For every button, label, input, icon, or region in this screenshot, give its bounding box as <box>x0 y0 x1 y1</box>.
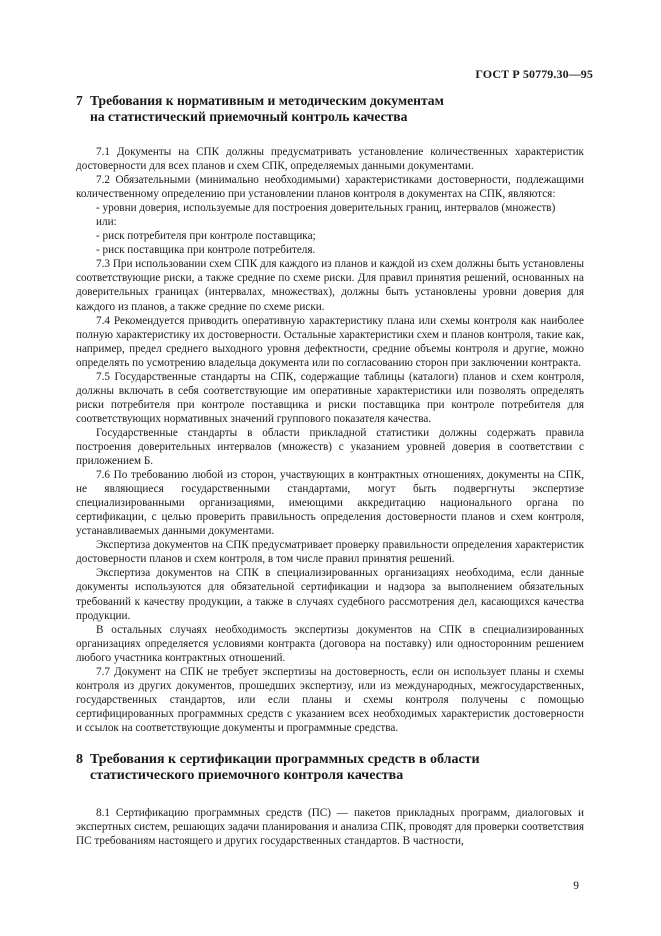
section-8-heading <box>76 752 584 784</box>
paragraph-7-7: 7.7 Документ на СПК не требует экспертизы на достоверность, если он использует планы и схемы контроля из других документов, прошедших экспертизу, или из международных, межгосударственных, государственных стандартов, или если планы и схемы контроля получены с помощью сертифицированных программных средств с указанием всех необходимых характеристик достоверности и ссылок на соответствующие документы и программные средства. <box>76 665 584 734</box>
page-number: 9 <box>573 880 579 892</box>
section-7-title-line2: на статистический приемочный контроль качества <box>90 109 408 124</box>
section-8-number: 8 <box>76 751 83 767</box>
section-8-title-line1: Требования к сертификации программных средств в области <box>90 751 480 767</box>
paragraph-8-1: 8.1 Сертификацию программных средств (ПС) — пакетов прикладных программ, диалоговых и экспертных систем, решающих задачи планирования и анализа СПК, проводят для проверки соответствия ПС требованиям настоящего и других государственных стандартов. В частности, <box>76 806 584 848</box>
paragraph-7-5-b: Государственные стандарты в области прикладной статистики должны содержать правила построения доверительных интервалов (множеств) с указанием уровней доверия в соответствии с приложением Б. <box>76 426 584 468</box>
paragraph-7-6-d: В остальных случаях необходимость экспертизы документов на СПК в специализированных организациях определяется условиями контракта (договора на поставку) или односторонним решением любого участника контрактных отношений. <box>76 623 584 664</box>
document-code: ГОСТ Р 50779.30—95 <box>475 67 593 81</box>
page-content <box>76 93 584 848</box>
section-7-title-line1: Требования к нормативным и методическим документам <box>90 93 444 108</box>
paragraph-7-1: 7.1 Документы на СПК должны предусматривать установление количественных характеристик достоверности для всех планов и схем СПК, определяемых данными документами. <box>76 146 584 173</box>
paragraph-7-6-c: Экспертиза документов на СПК в специализированных организациях необходима, если данные документы используются для обязательной сертификации и надзора за выполнением обязательных требований к качеству продукции, а также в случаях судебного рассмотрения дел, касающихся качества продукции. <box>76 567 584 622</box>
section-7-number: 7 <box>76 93 83 108</box>
paragraph-7-6: 7.6 По требованию любой из сторон, участвующих в контрактных отношениях, документы на СПК, не являющиеся государственными стандартами, могут быть подвергнуты экспертизе специализированными организациями, имеющими аккредитацию национального органа по сертификации, с целью проверить правильность определения достоверности планов и схем контроля, устанавливаемых данными документами. <box>76 469 584 538</box>
paragraph-7-2: 7.2 Обязательными (минимально необходимыми) характеристиками достоверности, подлежащими количественному определению при установлении планов контроля в документах на СПК, являются: <box>76 174 584 201</box>
paragraph-7-5: 7.5 Государственные стандарты на СПК, содержащие таблицы (каталоги) планов и схем контроля, должны включать в себя соответствующие им оперативные характеристики или позволять определять риски потребителя при контроле поставщика и риски поставщика при контроле потребителя для соответствующих нормативных значений группового показателя качества. <box>76 370 584 425</box>
paragraph-7-6-b: Экспертиза документов на СПК предусматривает проверку правильности определения характеристик достоверности планов и схем контроля, в том числе правил принятия решений. <box>76 539 584 566</box>
section-8-title-line2: статистического приемочного контроля качества <box>90 767 404 783</box>
list-item-supplier-risk: - риск поставщика при контроле потребителя. <box>96 244 316 257</box>
list-connector-or: или: <box>96 216 117 229</box>
list-item-confidence-levels: - уровни доверия, используемые для построения доверительных границ, интервалов (множеств) <box>96 202 556 215</box>
section-7-heading <box>76 93 584 125</box>
list-item-consumer-risk: - риск потребителя при контроле поставщика; <box>96 230 316 243</box>
paragraph-7-3: 7.3 При использовании схем СПК для каждого из планов и каждой из схем должны быть установлены соответствующие риски, а также средние по схеме риски. Для правил принятия решений, основанных на доверительных границах (интервалах, множествах), должны быть установлены уровни доверия для каждого из планов, а также средние по схеме риски. <box>76 258 584 313</box>
paragraph-7-4: 7.4 Рекомендуется приводить оперативную характеристику плана или схемы контроля как наиболее полную характеристику их достоверности. Остальные характеристики схем и планов контроля, такие как, например, предел среднего выходного уровня дефектности, средние объемы контроля и другие, можно определять по усмотрению владельца документа или по согласованию сторон при заключении контракта. <box>76 314 584 369</box>
